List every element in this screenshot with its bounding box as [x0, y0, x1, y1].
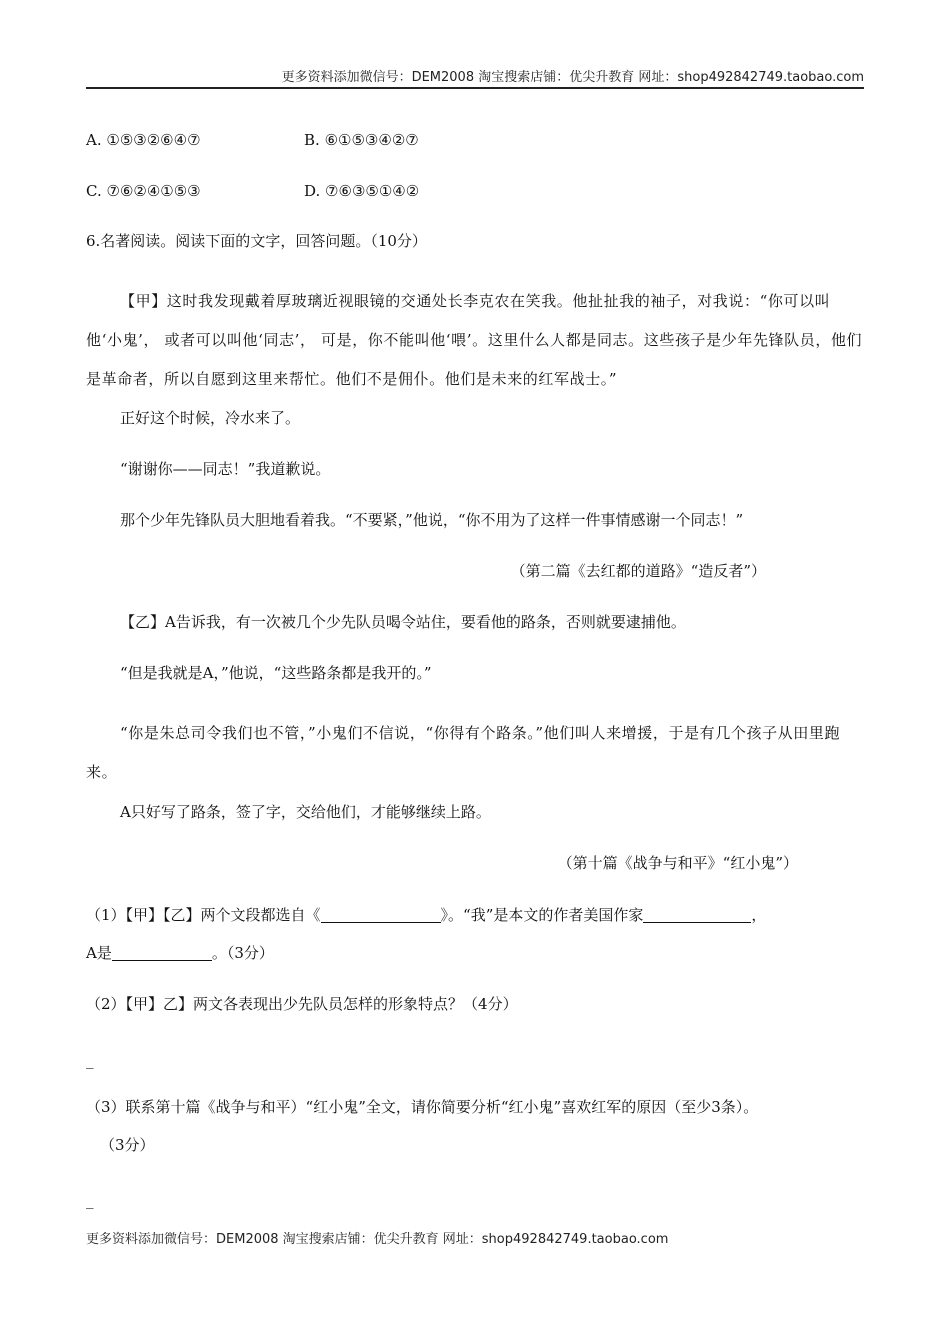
sub-question-3-line-1: （3）联系第十篇《战争与和平）“红小鬼”全文，请你简要分析“红小鬼”喜欢红军的原因（至少3条）。	[86, 1098, 759, 1116]
answer-area-2[interactable]: _	[86, 1051, 94, 1069]
sub-question-1-line-2: A是 。（3分）	[86, 944, 274, 962]
option-c: C. ⑦⑥②④①⑤③	[86, 182, 201, 200]
page-header: 更多资料添加微信号：DEM2008 淘宝搜索店铺：优尖升教育 网址：shop492842749.taobao.com	[281, 70, 864, 85]
option-d: D. ⑦⑥③⑤①④②	[304, 182, 420, 200]
option-a: A. ①⑤③②⑥④⑦	[86, 131, 201, 149]
jia-paragraph-4: 那个少年先锋队员大胆地看着我。“不要紧，”他说，“你不用为了这样一件事情感谢一个同志！”	[120, 511, 744, 529]
answer-area-3[interactable]: _	[86, 1191, 94, 1209]
jia-paragraph-1: 【甲】这时我发现戴着厚玻璃近视眼镜的交通处长李克农在笑我。他扯扯我的袖子，对我说：“你可以叫他‘小鬼’， 或者可以叫他‘同志’， 可是，你不能叫他‘喂’。这里什么人都是同志。这些孩子是少年先锋队员，他们是革命者，所以自愿到这里来帮忙。他们不是佣仆。他们是未来的红军战士。”	[86, 292, 863, 388]
header-divider	[86, 87, 864, 89]
jia-source: （第二篇《去红都的道路》“造反者”）	[510, 562, 766, 580]
yi-paragraph-2: “但是我就是A，”他说，“这些路条都是我开的。”	[120, 664, 432, 682]
question-6-title: 6.名著阅读。阅读下面的文字，回答问题。（10分）	[86, 232, 427, 250]
sub-question-3-line-2: （3分）	[100, 1136, 155, 1154]
book-title-blank[interactable]	[321, 906, 441, 923]
author-blank[interactable]	[643, 906, 751, 923]
yi-paragraph-1: 【乙】A告诉我，有一次被几个少先队员喝令站住，要看他的路条，否则就要逮捕他。	[120, 613, 686, 631]
jia-paragraph-2: 正好这个时候，冷水来了。	[120, 409, 301, 427]
option-b: B. ⑥①⑤③④②⑦	[304, 131, 419, 149]
sub-question-1-line-1: （1）【甲】【乙】两个文段都选自《 》。“我”是本文的作者美国作家 ，	[86, 906, 767, 924]
yi-source: （第十篇《战争与和平》“红小鬼”）	[557, 854, 798, 872]
yi-paragraph-4: A只好写了路条，签了字，交给他们，才能够继续上路。	[120, 803, 491, 821]
jia-paragraph-3: “谢谢你——同志！”我道歉说。	[120, 460, 331, 478]
page-footer: 更多资料添加微信号：DEM2008 淘宝搜索店铺：优尖升教育 网址：shop492842749.taobao.com	[86, 1232, 669, 1247]
yi-paragraph-3: “你是朱总司令我们也不管，”小鬼们不信说，“你得有个路条。”他们叫人来增援，于是有几个孩子从田里跑来。	[86, 724, 841, 781]
a-identity-blank[interactable]	[112, 944, 212, 961]
sub-question-2: （2）【甲】乙】两文各表现出少先队员怎样的形象特点？（4分）	[86, 995, 518, 1013]
